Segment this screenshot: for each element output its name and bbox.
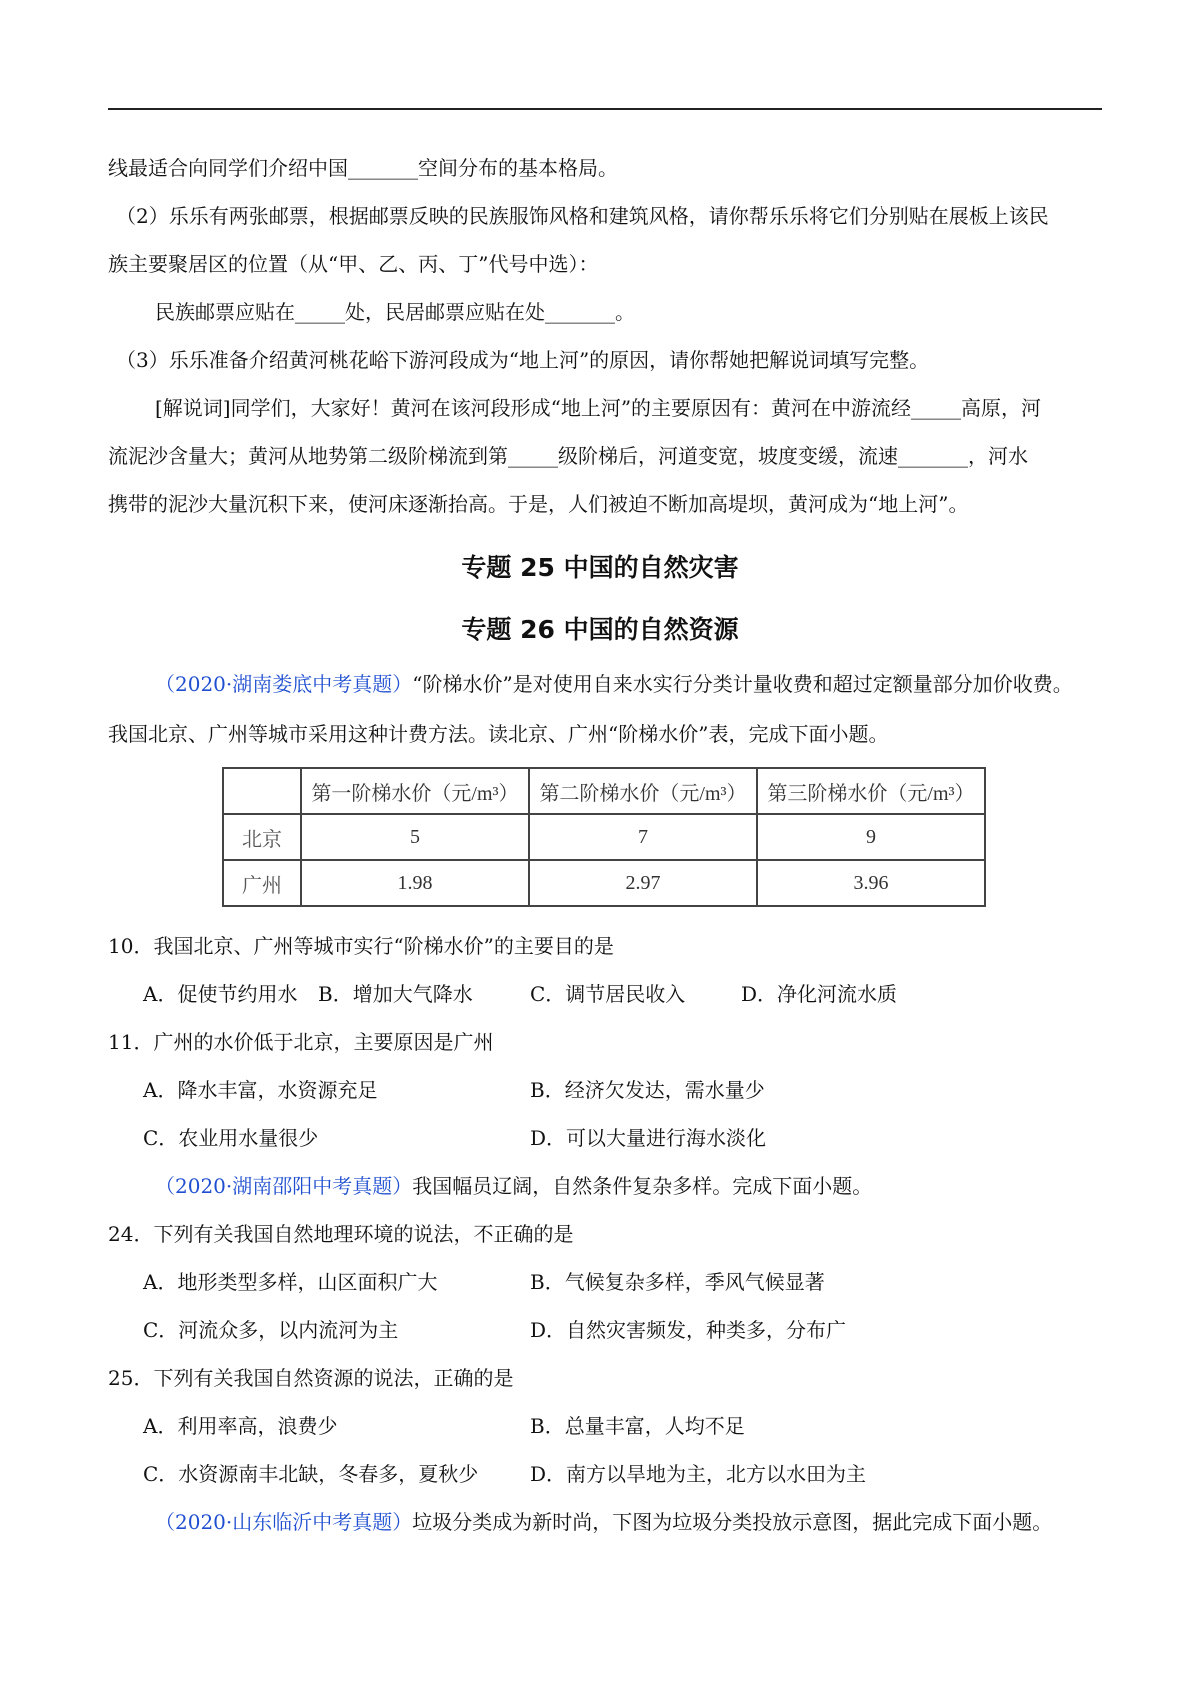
question-10-option-c: C．调节居民收入	[530, 982, 686, 1006]
question-2-line-2: 族主要聚居区的位置（从“甲、乙、丙、丁”代号中选）：	[108, 252, 599, 276]
question-10-option-a: A．促使节约用水	[143, 982, 298, 1006]
question-25-option-b: B．总量丰富，人均不足	[530, 1414, 745, 1438]
table-cell: 2.97	[529, 860, 757, 906]
question-3-line-4: 携带的泥沙大量沉积下来，使河床逐渐抬高。于是，人们被迫不断加高堤坝，黄河成为“地上河”。	[108, 492, 969, 516]
question-11-stem: 11．广州的水价低于北京，主要原因是广州	[108, 1030, 494, 1054]
question-10-stem: 10．我国北京、广州等城市实行“阶梯水价”的主要目的是	[108, 934, 614, 958]
question-2-line-1: （2）乐乐有两张邮票，根据邮票反映的民族服饰风格和建筑风格，请你帮乐乐将它们分别贴在展板上该民	[116, 204, 1049, 228]
block-1-text-1: “阶梯水价”是对使用自来水实行分类计量收费和超过定额量部分加价收费。	[412, 672, 1073, 696]
question-24-option-c: C．河流众多，以内流河为主	[143, 1318, 399, 1342]
block-3-intro	[155, 1508, 1052, 1536]
table-row	[223, 860, 985, 906]
question-24-option-d: D．自然灾害频发，种类多，分布广	[530, 1318, 847, 1342]
question-25-option-d: D．南方以旱地为主，北方以水田为主	[530, 1462, 867, 1486]
table-row	[223, 814, 985, 860]
question-25-option-c: C．水资源南丰北缺，冬春多，夏秋少	[143, 1462, 479, 1486]
question-25-stem: 25．下列有关我国自然资源的说法，正确的是	[108, 1366, 514, 1390]
question-3-line-3: 流泥沙含量大；黄河从地势第二级阶梯流到第_____级阶梯后，河道变宽，坡度变缓，流速_______，河水	[108, 444, 1028, 468]
table-row-head: 北京	[223, 814, 301, 860]
question-10-option-b: B．增加大气降水	[318, 982, 473, 1006]
topic-25-heading: 专题 25 中国的自然灾害	[461, 553, 739, 582]
table-cell: 9	[757, 814, 985, 860]
water-price-table	[222, 767, 986, 907]
question-3-line-1: （3）乐乐准备介绍黄河桃花峪下游河段成为“地上河”的原因，请你帮她把解说词填写完整。	[116, 348, 930, 372]
table-header-cell: 第一阶梯水价（元/m³）	[301, 768, 529, 814]
question-11-option-d: D．可以大量进行海水淡化	[530, 1126, 767, 1150]
question-24-option-a: A．地形类型多样，山区面积广大	[143, 1270, 438, 1294]
header-rule	[108, 108, 1102, 110]
table-header-cell	[223, 768, 301, 814]
block-2-source: （2020·湖南邵阳中考真题）	[155, 1174, 413, 1198]
table-cell: 1.98	[301, 860, 529, 906]
block-2-intro	[155, 1172, 872, 1200]
block-3-text: 垃圾分类成为新时尚，下图为垃圾分类投放示意图，据此完成下面小题。	[412, 1510, 1053, 1534]
block-1-intro-line-2: 我国北京、广州等城市采用这种计费方法。读北京、广州“阶梯水价”表，完成下面小题。	[108, 722, 889, 746]
block-1-intro-line-1	[155, 670, 1073, 698]
question-24-stem: 24．下列有关我国自然地理环境的说法，不正确的是	[108, 1222, 574, 1246]
table-cell: 7	[529, 814, 757, 860]
table-cell: 5	[301, 814, 529, 860]
topic-26-heading: 专题 26 中国的自然资源	[461, 615, 739, 644]
question-10-option-d: D．净化河流水质	[741, 982, 898, 1006]
table-header-row	[223, 768, 985, 814]
block-2-text: 我国幅员辽阔，自然条件复杂多样。完成下面小题。	[412, 1174, 873, 1198]
question-11-option-c: C．农业用水量很少	[143, 1126, 319, 1150]
table-header-cell: 第三阶梯水价（元/m³）	[757, 768, 985, 814]
question-11-option-a: A．降水丰富，水资源充足	[143, 1078, 378, 1102]
question-24-option-b: B．气候复杂多样，季风气候显著	[530, 1270, 825, 1294]
question-11-option-b: B．经济欠发达，需水量少	[530, 1078, 765, 1102]
table-header-cell: 第二阶梯水价（元/m³）	[529, 768, 757, 814]
question-2-line-3: 民族邮票应贴在_____处，民居邮票应贴在处_______。	[155, 300, 635, 324]
table-row-head: 广州	[223, 860, 301, 906]
intro-line-1: 线最适合向同学们介绍中国_______空间分布的基本格局。	[108, 156, 618, 180]
block-1-source: （2020·湖南娄底中考真题）	[155, 672, 413, 696]
question-3-line-2: [解说词]同学们，大家好！黄河在该河段形成“地上河”的主要原因有：黄河在中游流经_____高原，河	[155, 396, 1042, 420]
question-25-option-a: A．利用率高，浪费少	[143, 1414, 338, 1438]
block-3-source: （2020·山东临沂中考真题）	[155, 1510, 413, 1534]
table-cell: 3.96	[757, 860, 985, 906]
